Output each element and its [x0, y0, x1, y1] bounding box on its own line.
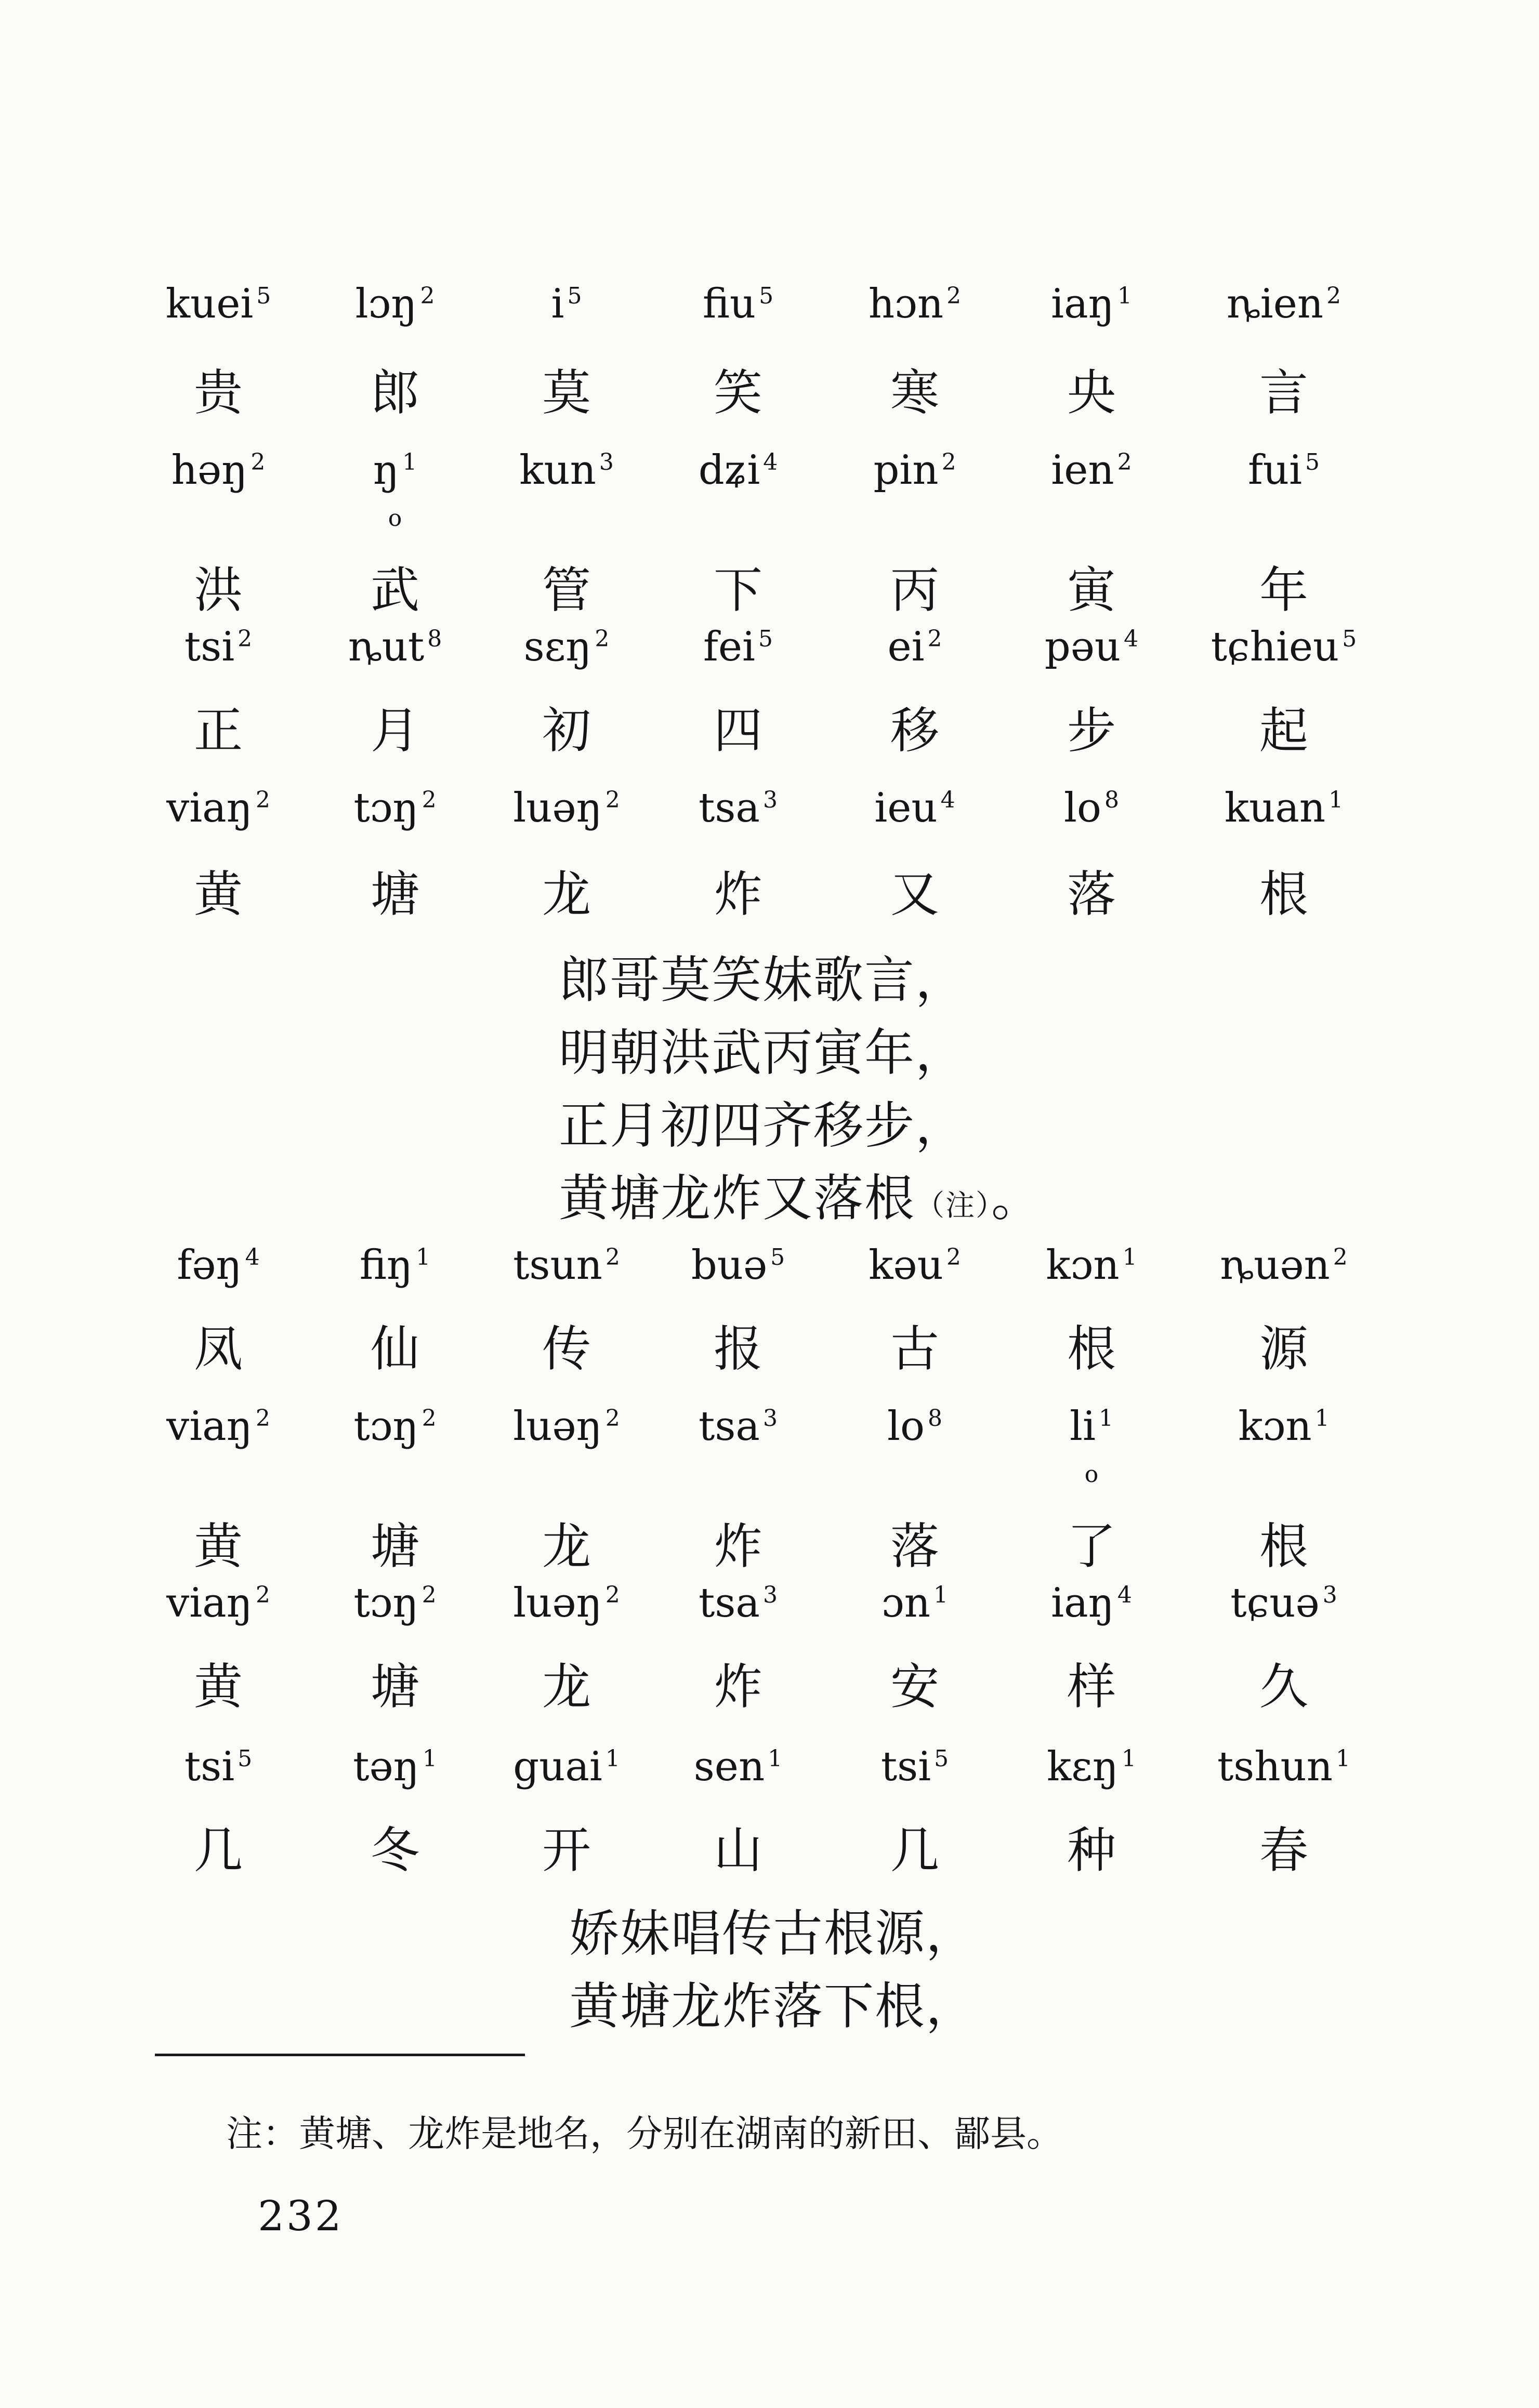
- tone-number: 2: [422, 787, 437, 813]
- syllabic-mark: o: [1084, 1461, 1099, 1488]
- tone-number: 1: [1336, 1745, 1351, 1772]
- romanization: [309, 624, 481, 670]
- syllable: fiu: [702, 281, 756, 327]
- hanzi-gloss: 武: [370, 562, 419, 619]
- romanization: [309, 447, 481, 532]
- tone-number: 2: [251, 449, 266, 475]
- verse-line: 正月初四齐移步，: [559, 1096, 966, 1155]
- syllable: ei: [887, 624, 925, 670]
- romanization: [829, 447, 1001, 494]
- tone-number: 2: [1117, 449, 1132, 475]
- gloss-row: [0, 447, 1539, 618]
- syllable: lo: [1064, 785, 1101, 831]
- romanization: [829, 785, 1001, 831]
- romanization: [829, 624, 1001, 670]
- gloss-row: [0, 1403, 1539, 1575]
- gloss-row: [0, 1242, 1539, 1377]
- syllable: kɔn: [1046, 1242, 1120, 1289]
- romanization: [481, 624, 652, 670]
- syllable: ien: [1051, 447, 1114, 494]
- romanization: [1198, 447, 1370, 494]
- syllable: ŋ: [373, 447, 400, 494]
- romanization: [481, 281, 652, 327]
- syllable: fui: [1247, 447, 1303, 494]
- syllable: tsi: [880, 1743, 931, 1790]
- verse-line: 郎哥莫笑妹歌言，: [559, 951, 966, 1009]
- footnote-marker: （注）: [915, 1189, 991, 1223]
- hanzi-gloss: 郎: [370, 365, 419, 421]
- hanzi-gloss: 样: [1067, 1659, 1116, 1715]
- gloss-row: [0, 624, 1539, 759]
- syllabic-mark: o: [388, 505, 402, 532]
- tone-number: 8: [1104, 787, 1119, 813]
- romanization: [133, 785, 304, 831]
- romanization: [133, 1580, 304, 1626]
- syllable: tsa: [699, 785, 760, 831]
- romanization: [133, 1242, 304, 1289]
- gloss-row: [0, 1743, 1539, 1878]
- syllable: kuei: [165, 281, 254, 327]
- tone-number: 3: [1322, 1582, 1337, 1608]
- syllable: pəu: [1044, 624, 1121, 670]
- romanization: [481, 447, 652, 494]
- syllable: dʑi: [698, 447, 760, 494]
- hanzi-gloss: 落: [890, 1518, 939, 1575]
- romanization: [1198, 785, 1370, 831]
- syllable: tɔŋ: [353, 1580, 419, 1626]
- hanzi-gloss: 月: [370, 703, 419, 759]
- tone-number: 1: [1117, 283, 1132, 309]
- tone-number: 2: [255, 787, 270, 813]
- romanization: [309, 785, 481, 831]
- hanzi-gloss: 根: [1259, 1518, 1308, 1575]
- romanization: [652, 447, 824, 494]
- hanzi-gloss: 笑: [713, 365, 762, 421]
- romanization: [133, 624, 304, 670]
- gloss-row: [0, 281, 1539, 452]
- tone-number: 4: [940, 787, 955, 813]
- syllable: tɕhieu: [1211, 624, 1339, 670]
- romanization: [1006, 785, 1177, 831]
- hanzi-gloss: 贵: [193, 365, 243, 421]
- tone-number: 5: [1342, 626, 1357, 652]
- syllable: lo: [887, 1403, 925, 1450]
- hanzi-gloss: 步: [1067, 703, 1116, 759]
- hanzi-gloss: 移: [890, 703, 939, 759]
- romanization: [1006, 447, 1177, 494]
- syllable: viaŋ: [166, 1580, 253, 1626]
- tone-number: 2: [605, 1244, 620, 1271]
- romanization: [829, 1580, 1001, 1626]
- syllable: pin: [873, 447, 939, 494]
- hanzi-gloss: 古: [890, 1321, 939, 1378]
- hanzi-gloss: 安: [890, 1659, 939, 1715]
- hanzi-gloss: 寅: [1067, 562, 1116, 619]
- hanzi-gloss: 黄: [193, 866, 243, 923]
- syllable: luəŋ: [513, 1580, 602, 1626]
- syllable: sɛŋ: [523, 624, 592, 670]
- hanzi-gloss: 报: [713, 1321, 762, 1378]
- hanzi-gloss: 正: [193, 703, 243, 759]
- hanzi-gloss: 了: [1067, 1518, 1116, 1575]
- hanzi-gloss: 塘: [370, 1518, 419, 1575]
- verse-line: 娇妹唱传古根源，: [569, 1904, 977, 1963]
- romanization: [481, 1580, 652, 1626]
- syllable: fəŋ: [177, 1242, 242, 1289]
- tone-number: 1: [605, 1745, 620, 1772]
- hanzi-gloss: 久: [1259, 1659, 1308, 1715]
- tone-number: 3: [599, 449, 614, 475]
- hanzi-gloss: 炸: [713, 1518, 762, 1575]
- hanzi-gloss: 春: [1259, 1822, 1308, 1879]
- hanzi-gloss: 仙: [370, 1321, 419, 1378]
- romanization: [481, 1403, 652, 1450]
- hanzi-gloss: 几: [890, 1822, 939, 1879]
- syllable: tɕuə: [1230, 1580, 1320, 1626]
- tone-number: 8: [427, 626, 442, 652]
- romanization: [1198, 1242, 1370, 1289]
- syllable: kəu: [869, 1242, 943, 1289]
- tone-number: 2: [422, 1582, 437, 1608]
- hanzi-gloss: 炸: [713, 1659, 762, 1715]
- tone-number: 4: [1124, 626, 1139, 652]
- gloss-row: [0, 1580, 1539, 1715]
- syllable: ɔn: [882, 1580, 930, 1626]
- verse-line-annotated: [559, 1159, 1042, 1230]
- romanization: [652, 1403, 824, 1450]
- hanzi-gloss: 管: [542, 562, 591, 619]
- tone-number: 1: [1098, 1405, 1113, 1432]
- syllable: buə: [691, 1242, 768, 1289]
- tone-number: 5: [238, 1745, 253, 1772]
- syllable: ȵien: [1226, 281, 1324, 327]
- romanization: [1198, 1743, 1370, 1790]
- tone-number: 5: [759, 283, 774, 309]
- tone-number: 2: [605, 787, 620, 813]
- tone-number: 2: [255, 1405, 270, 1432]
- tone-number: 1: [1328, 787, 1344, 813]
- footnote: 注：黄塘、龙炸是地名，分别在湖南的新田、鄙县。: [226, 2112, 1063, 2155]
- hanzi-gloss: 山: [713, 1822, 762, 1879]
- hanzi-gloss: 种: [1067, 1822, 1116, 1879]
- romanization: [1198, 624, 1370, 670]
- romanization: [481, 785, 652, 831]
- hanzi-gloss: 传: [542, 1321, 591, 1378]
- hanzi-gloss: 龙: [542, 866, 591, 923]
- syllable: sen: [693, 1743, 765, 1790]
- tone-number: 1: [416, 1244, 431, 1271]
- romanization: [481, 1242, 652, 1289]
- tone-number: 5: [256, 283, 271, 309]
- syllable: luəŋ: [513, 785, 602, 831]
- tone-number: 2: [927, 626, 942, 652]
- hanzi-gloss: 龙: [542, 1518, 591, 1575]
- hanzi-gloss: 开: [542, 1822, 591, 1879]
- syllable: tsa: [699, 1580, 760, 1626]
- tone-number: 3: [762, 1405, 778, 1432]
- tone-number: 4: [1117, 1582, 1132, 1608]
- syllable: tsi: [184, 624, 235, 670]
- tone-number: 1: [1121, 1745, 1136, 1772]
- syllable: tɔŋ: [353, 1403, 419, 1450]
- romanization: [652, 1580, 824, 1626]
- tone-number: 2: [1326, 283, 1341, 309]
- tone-number: 5: [770, 1244, 785, 1271]
- tone-number: 2: [946, 1244, 961, 1271]
- hanzi-gloss: 黄: [193, 1518, 243, 1575]
- tone-number: 2: [238, 626, 253, 652]
- tone-number: 5: [758, 626, 773, 652]
- hanzi-gloss: 几: [193, 1822, 243, 1879]
- page-number: 232: [258, 2192, 344, 2240]
- syllable: həŋ: [171, 447, 248, 494]
- tone-number: 3: [762, 1582, 778, 1608]
- romanization: [829, 1403, 1001, 1450]
- syllable: luəŋ: [513, 1403, 602, 1450]
- tone-number: 2: [595, 626, 610, 652]
- tone-number: 2: [1333, 1244, 1348, 1271]
- hanzi-gloss: 凤: [193, 1321, 243, 1378]
- syllable: li: [1070, 1403, 1096, 1450]
- tone-number: 2: [605, 1582, 620, 1608]
- hanzi-gloss: 根: [1259, 866, 1308, 923]
- tone-number: 1: [768, 1745, 783, 1772]
- hanzi-gloss: 年: [1259, 562, 1308, 619]
- romanization: [309, 1403, 481, 1450]
- hanzi-gloss: 源: [1259, 1321, 1308, 1378]
- syllable: viaŋ: [166, 1403, 253, 1450]
- hanzi-gloss: 黄: [193, 1659, 243, 1715]
- syllable: kuan: [1224, 785, 1326, 831]
- romanization: [1006, 1403, 1177, 1488]
- syllable: ȵut: [348, 624, 425, 670]
- romanization: [309, 1580, 481, 1626]
- hanzi-gloss: 炸: [713, 866, 762, 923]
- hanzi-gloss: 言: [1259, 365, 1308, 421]
- hanzi-gloss: 又: [890, 866, 939, 923]
- romanization: [309, 1242, 481, 1289]
- tone-number: 2: [946, 283, 962, 309]
- romanization: [1006, 1242, 1177, 1289]
- tone-number: 2: [255, 1582, 270, 1608]
- syllable: iaŋ: [1051, 1580, 1114, 1626]
- romanization: [133, 1403, 304, 1450]
- tone-number: 1: [933, 1582, 948, 1608]
- romanization: [1006, 1580, 1177, 1626]
- syllable: i: [551, 281, 564, 327]
- syllable: iaŋ: [1051, 281, 1114, 327]
- syllable: ieu: [874, 785, 938, 831]
- syllable: kɛŋ: [1047, 1743, 1119, 1790]
- tone-number: 1: [1314, 1405, 1330, 1432]
- hanzi-gloss: 塘: [370, 866, 419, 923]
- hanzi-gloss: 龙: [542, 1659, 591, 1715]
- verse-text: 黄塘龙炸又落根: [559, 1169, 915, 1227]
- syllable: viaŋ: [166, 785, 253, 831]
- hanzi-gloss: 塘: [370, 1659, 419, 1715]
- tone-number: 8: [927, 1405, 942, 1432]
- gloss-row: [0, 785, 1539, 923]
- tone-number: 4: [245, 1244, 260, 1271]
- footnote-divider: [155, 2054, 525, 2056]
- romanization: [1006, 624, 1177, 670]
- romanization: [652, 1743, 824, 1790]
- syllable: tsun: [513, 1242, 602, 1289]
- romanization: [1006, 1743, 1177, 1790]
- verse-line: 明朝洪武丙寅年，: [559, 1024, 966, 1082]
- hanzi-gloss: 寒: [890, 365, 939, 421]
- romanization: [829, 1242, 1001, 1289]
- romanization: [652, 785, 824, 831]
- romanization: [652, 1242, 824, 1289]
- hanzi-gloss: 丙: [890, 562, 939, 619]
- romanization: [829, 281, 1001, 327]
- syllable: təŋ: [353, 1743, 419, 1790]
- tone-number: 2: [422, 1405, 437, 1432]
- romanization: [309, 1743, 481, 1790]
- syllable: tshun: [1217, 1743, 1333, 1790]
- romanization: [133, 447, 304, 494]
- syllable: tɔŋ: [353, 785, 419, 831]
- romanization: [1198, 281, 1370, 327]
- tone-number: 3: [762, 787, 778, 813]
- tone-number: 2: [420, 283, 435, 309]
- hanzi-gloss: 初: [542, 703, 591, 759]
- syllable: tsi: [184, 1743, 235, 1790]
- hanzi-gloss: 落: [1067, 866, 1116, 923]
- syllable: tsa: [699, 1403, 760, 1450]
- tone-number: 1: [1122, 1244, 1137, 1271]
- romanization: [481, 1743, 652, 1790]
- tone-number: 2: [941, 449, 956, 475]
- romanization: [1198, 1580, 1370, 1626]
- tone-number: 5: [934, 1745, 949, 1772]
- syllable: kun: [519, 447, 596, 494]
- syllable: fei: [703, 624, 755, 670]
- syllable: fiŋ: [359, 1242, 413, 1289]
- hanzi-gloss: 莫: [542, 365, 591, 421]
- hanzi-gloss: 四: [713, 703, 762, 759]
- syllable: hɔn: [868, 281, 944, 327]
- syllable: lɔŋ: [355, 281, 417, 327]
- romanization: [652, 281, 824, 327]
- romanization: [133, 1743, 304, 1790]
- syllable: guai: [513, 1743, 602, 1790]
- hanzi-gloss: 起: [1259, 703, 1308, 759]
- romanization: [1006, 281, 1177, 327]
- tone-number: 4: [763, 449, 778, 475]
- romanization: [652, 624, 824, 670]
- hanzi-gloss: 下: [713, 562, 762, 619]
- verse-end-mark: 。: [991, 1169, 1042, 1227]
- hanzi-gloss: 根: [1067, 1321, 1116, 1378]
- romanization: [133, 281, 304, 327]
- syllable: kɔn: [1238, 1403, 1312, 1450]
- hanzi-gloss: 洪: [193, 562, 243, 619]
- syllable: ȵuən: [1220, 1242, 1330, 1289]
- tone-number: 5: [567, 283, 582, 309]
- hanzi-gloss: 冬: [370, 1822, 419, 1879]
- tone-number: 1: [402, 449, 417, 475]
- romanization: [309, 281, 481, 327]
- tone-number: 5: [1305, 449, 1320, 475]
- verse-line: 黄塘龙炸落下根，: [569, 1977, 977, 2035]
- hanzi-gloss: 央: [1067, 365, 1116, 421]
- romanization: [1198, 1403, 1370, 1450]
- romanization: [829, 1743, 1001, 1790]
- tone-number: 1: [422, 1745, 437, 1772]
- tone-number: 2: [605, 1405, 620, 1432]
